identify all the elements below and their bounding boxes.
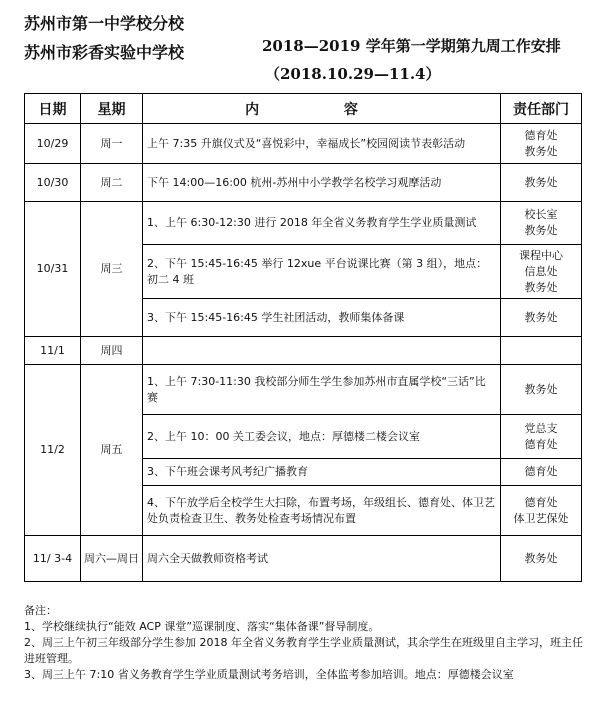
col-header-date: 日期 bbox=[25, 94, 81, 124]
content-cell: 2、下午 15:45-16:45 举行 12xue 平台说课比赛（第 3 组），地点：初二 4 班 bbox=[143, 245, 501, 299]
schedule-period: （2018.10.29—11.4） bbox=[265, 65, 441, 83]
table-row bbox=[25, 124, 582, 164]
dept-line: 校长室 bbox=[524, 208, 558, 221]
content-cell: 4、下午放学后全校学生大扫除，布置考场，年级组长、德育处、体卫艺处负责检查卫生、教务处检查考场情况布置 bbox=[143, 486, 501, 536]
dept-line: 教务处 bbox=[524, 280, 558, 294]
weekday-cell: 周三 bbox=[81, 202, 143, 337]
dept-line: 教务处 bbox=[524, 175, 558, 189]
dept-cell bbox=[501, 459, 582, 486]
dept-cell bbox=[501, 415, 582, 459]
dept-line: 德育处 bbox=[524, 437, 558, 451]
dept-line: 党总支 bbox=[524, 421, 558, 435]
schedule-table bbox=[24, 93, 582, 582]
dept-cell bbox=[501, 164, 582, 202]
content-cell: 1、上午 7:30-11:30 我校部分师生学生参加苏州市直属学校“三话”比赛 bbox=[143, 365, 501, 415]
dept-cell bbox=[501, 299, 582, 337]
content-cell: 2、上午 10：00 关工委会议，地点：厚德楼二楼会议室 bbox=[143, 415, 501, 459]
content-cell bbox=[143, 337, 501, 365]
notes-heading: 备注： bbox=[24, 604, 57, 617]
note-item: 1、学校继续执行“能效 ACP 课堂”巡课制度、落实“集体备课”督导制度。 bbox=[24, 620, 380, 633]
dept-cell bbox=[501, 202, 582, 245]
content-cell: 周六全天做教师资格考试 bbox=[143, 536, 501, 582]
col-header-weekday: 星期 bbox=[81, 94, 143, 124]
dept-cell bbox=[501, 245, 582, 299]
date-cell: 10/31 bbox=[25, 202, 81, 337]
dept-cell bbox=[501, 486, 582, 536]
dept-line: 教务处 bbox=[524, 310, 558, 324]
weekday-cell: 周六—周日 bbox=[81, 536, 143, 582]
table-row bbox=[25, 536, 582, 582]
dept-line: 德育处 bbox=[524, 128, 558, 142]
content-cell: 上午 7:35 升旗仪式及“喜悦彩中，幸福成长”校园阅读节表彰活动 bbox=[143, 124, 501, 164]
dept-cell bbox=[501, 124, 582, 164]
date-cell: 11/2 bbox=[25, 365, 81, 536]
dept-line: 德育处 bbox=[524, 465, 558, 478]
school-name-2: 苏州市彩香实验中学校 bbox=[24, 43, 185, 62]
notes-section bbox=[24, 603, 584, 683]
dept-cell bbox=[501, 337, 582, 365]
dept-line: 体卫艺保处 bbox=[513, 511, 569, 525]
content-cell: 下午 14:00—16:00 杭州-苏州中小学教学名校学习观摩活动 bbox=[143, 164, 501, 202]
date-cell: 10/30 bbox=[25, 164, 81, 202]
content-cell: 1、上午 6:30-12:30 进行 2018 年全省义务教育学生学业质量测试 bbox=[143, 202, 501, 245]
schedule-title: 2018—2019 学年第一学期第九周工作安排 bbox=[262, 37, 561, 55]
dept-line: 信息处 bbox=[524, 264, 558, 278]
col-header-content: 内 容 bbox=[143, 94, 501, 124]
dept-line: 教务处 bbox=[524, 382, 558, 396]
dept-line: 教务处 bbox=[524, 551, 558, 565]
table-row bbox=[25, 337, 582, 365]
weekday-cell: 周五 bbox=[81, 365, 143, 536]
note-item: 2、周三上午初三年级部分学生参加 2018 年全省义务教育学生学业质量测试，其余学生在班级里自主学习，班主任进班管理。 bbox=[24, 636, 583, 665]
dept-cell bbox=[501, 365, 582, 415]
dept-line: 教务处 bbox=[524, 224, 558, 237]
table-header-row bbox=[25, 94, 582, 124]
weekday-cell: 周四 bbox=[81, 337, 143, 365]
content-cell: 3、下午 15:45-16:45 学生社团活动，教师集体备课 bbox=[143, 299, 501, 337]
content-cell: 3、下午班会课考风考纪广播教育 bbox=[143, 459, 501, 486]
col-header-dept: 责任部门 bbox=[501, 94, 582, 124]
weekday-cell: 周一 bbox=[81, 124, 143, 164]
note-item: 3、周三上午 7:10 省义务教育学生学业质量测试考务培训，全体监考参加培训。地点：厚德楼会议室 bbox=[24, 668, 514, 681]
date-cell: 11/ 3-4 bbox=[25, 536, 81, 582]
weekday-cell: 周二 bbox=[81, 164, 143, 202]
date-cell: 11/1 bbox=[25, 337, 81, 365]
table-row bbox=[25, 164, 582, 202]
dept-line: 课程中心 bbox=[519, 248, 563, 262]
table-row bbox=[25, 365, 582, 415]
dept-cell bbox=[501, 536, 582, 582]
dept-line: 教务处 bbox=[524, 144, 558, 158]
date-cell: 10/29 bbox=[25, 124, 81, 164]
table-row bbox=[25, 202, 582, 245]
dept-line: 德育处 bbox=[524, 495, 558, 509]
school-name-1: 苏州市第一中学校分校 bbox=[24, 14, 185, 33]
